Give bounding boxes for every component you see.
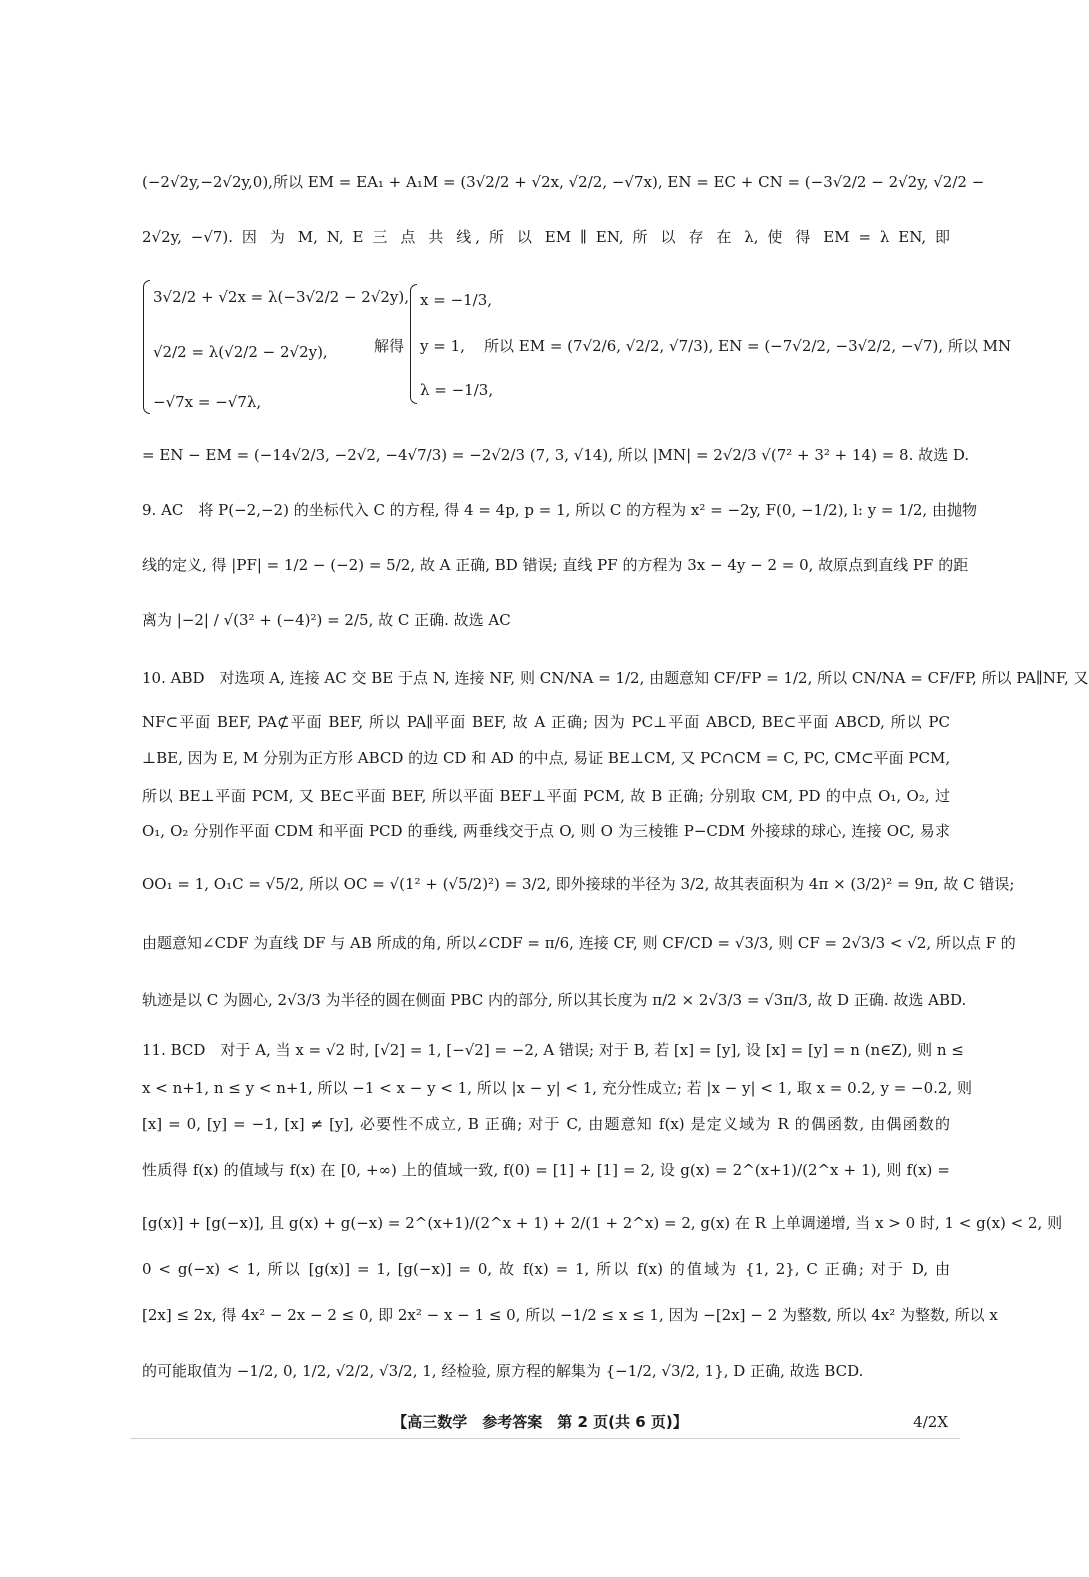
page-footer: 【高三数学 参考答案 第 2 页(共 6 页)】: [392, 1413, 688, 1431]
q9-line: 离为 |−2| / √(3² + (−4)²) = 2/5, 故 C 正确. 故选 AC: [142, 611, 511, 629]
q11-line: [x] = 0, [y] = −1, [x] ≠ [y], 必要性不成立, B 正确; 对于 C, 由题意知 f(x) 是定义域为 R 的偶函数, 由偶函数的: [142, 1115, 950, 1133]
solve-label: 解得: [374, 337, 405, 355]
vector-result: 所以 EM = (7√2/6, √2/2, √7/3), EN = (−7√2/2, −3√2/2, −√7), 所以 MN: [484, 337, 1012, 355]
q11-line: 性质得 f(x) 的值域与 f(x) 在 [0, +∞) 上的值域一致, f(0) = [1] + [1] = 2, 设 g(x) = 2^(x+1)/(2^x + 1), 则 f(x) =: [142, 1161, 950, 1179]
q10-line: 轨迹是以 C 为圆心, 2√3/3 为半径的圆在侧面 PBC 内的部分, 所以其长度为 π/2 × 2√3/3 = √3π/3, 故 D 正确. 故选 ABD.: [142, 991, 967, 1009]
solution-y: y = 1,: [420, 337, 465, 355]
q11-line: [2x] ≤ 2x, 得 4x² − 2x − 2 ≤ 0, 即 2x² − x − 1 ≤ 0, 所以 −1/2 ≤ x ≤ 1, 因为 −[2x] − 2 为整数, 所以 4x² 为整数, 所以 x: [142, 1306, 998, 1324]
solution-lambda: λ = −1/3,: [420, 381, 494, 399]
q9-line: 9. AC 将 P(−2,−2) 的坐标代入 C 的方程, 得 4 = 4p, p = 1, 所以 C 的方程为 x² = −2y, F(0, −1/2), l: y = 1/2, 由抛物: [142, 501, 977, 519]
right-brace: [410, 284, 417, 404]
q10-line: OO₁ = 1, O₁C = √5/2, 所以 OC = √(1² + (√5/2)²) = 3/2, 即外接球的半径为 3/2, 故其表面积为 4π × (3/2)² = 9π, 故 C 错误;: [142, 875, 1015, 893]
text-line: (−2√2y,−2√2y,0),所以 EM = EA₁ + A₁M = (3√2/2 + √2x, √2/2, −√7x), EN = EC + CN = (−3√2/2 − 2√2y, √2/2 −: [142, 173, 985, 191]
q10-line: NF⊂平面 BEF, PA⊄平面 BEF, 所以 PA∥平面 BEF, 故 A 正确; 因为 PC⊥平面 ABCD, BE⊂平面 ABCD, 所以 PC: [142, 713, 950, 731]
q10-line: O₁, O₂ 分别作平面 CDM 和平面 PCD 的垂线, 两垂线交于点 O, 则 O 为三棱锥 P−CDM 外接球的球心, 连接 OC, 易求: [142, 822, 950, 840]
system-eq-2: √2/2 = λ(√2/2 − 2√2y),: [153, 343, 328, 361]
text-line: 2√2y, −√7). 因 为 M, N, E 三 点 共 线, 所 以 EM ∥ EN, 所 以 存 在 λ, 使 得 EM = λ EN, 即: [142, 228, 950, 246]
q11-line: [g(x)] + [g(−x)], 且 g(x) + g(−x) = 2^(x+1)/(2^x + 1) + 2/(1 + 2^x) = 2, g(x) 在 R 上单调递增, 当 x > 0 时, 1 < g(x) < 2, 则: [142, 1214, 1063, 1232]
system-eq-3: −√7x = −√7λ,: [153, 393, 262, 411]
q11-line: 的可能取值为 −1/2, 0, 1/2, √2/2, √3/2, 1, 经检验, 原方程的解集为 {−1/2, √3/2, 1}, D 正确, 故选 BCD.: [142, 1362, 864, 1380]
solution-x: x = −1/3,: [420, 291, 493, 309]
left-brace: [143, 280, 150, 414]
q11-line: x < n+1, n ≤ y < n+1, 所以 −1 < x − y < 1, 所以 |x − y| < 1, 充分性成立; 若 |x − y| < 1, 取 x = 0.2, y = −0.2, 则: [142, 1079, 973, 1097]
footer-rule: [130, 1438, 960, 1439]
text-line: = EN − EM = (−14√2/3, −2√2, −4√7/3) = −2√2/3 (7, 3, √14), 所以 |MN| = 2√2/3 √(7² + 3² + 14) = 8. 故选 D.: [142, 446, 970, 464]
q10-line: 所以 BE⊥平面 PCM, 又 BE⊂平面 BEF, 所以平面 BEF⊥平面 PCM, 故 B 正确; 分别取 CM, PD 的中点 O₁, O₂, 过: [142, 787, 950, 805]
q10-line: ⊥BE, 因为 E, M 分别为正方形 ABCD 的边 CD 和 AD 的中点, 易证 BE⊥CM, 又 PC∩CM = C, PC, CM⊂平面 PCM,: [142, 749, 951, 767]
q11-line: 11. BCD 对于 A, 当 x = √2 时, [√2] = 1, [−√2] = −2, A 错误; 对于 B, 若 [x] = [y], 设 [x] = [y] = n (n∈Z), 则 n ≤: [142, 1041, 964, 1059]
q10-line: 由题意知∠CDF 为直线 DF 与 AB 所成的角, 所以∠CDF = π/6, 连接 CF, 则 CF/CD = √3/3, 则 CF = 2√3/3 < √2, 所以点 F 的: [142, 934, 1016, 952]
system-eq-1: 3√2/2 + √2x = λ(−3√2/2 − 2√2y),: [153, 288, 410, 306]
q9-line: 线的定义, 得 |PF| = 1/2 − (−2) = 5/2, 故 A 正确, BD 错误; 直线 PF 的方程为 3x − 4y − 2 = 0, 故原点到直线 PF 的距: [142, 556, 969, 574]
q11-line: 0 < g(−x) < 1, 所以 [g(x)] = 1, [g(−x)] = 0, 故 f(x) = 1, 所以 f(x) 的值域为 {1, 2}, C 正确; 对于 D, 由: [142, 1260, 950, 1278]
page-code: 4/2X: [913, 1413, 948, 1431]
q10-line: 10. ABD 对选项 A, 连接 AC 交 BE 于点 N, 连接 NF, 则 CN/NA = 1/2, 由题意知 CF/FP = 1/2, 所以 CN/NA = CF/FP, 所以 PA∥NF, 又: [142, 669, 1089, 687]
